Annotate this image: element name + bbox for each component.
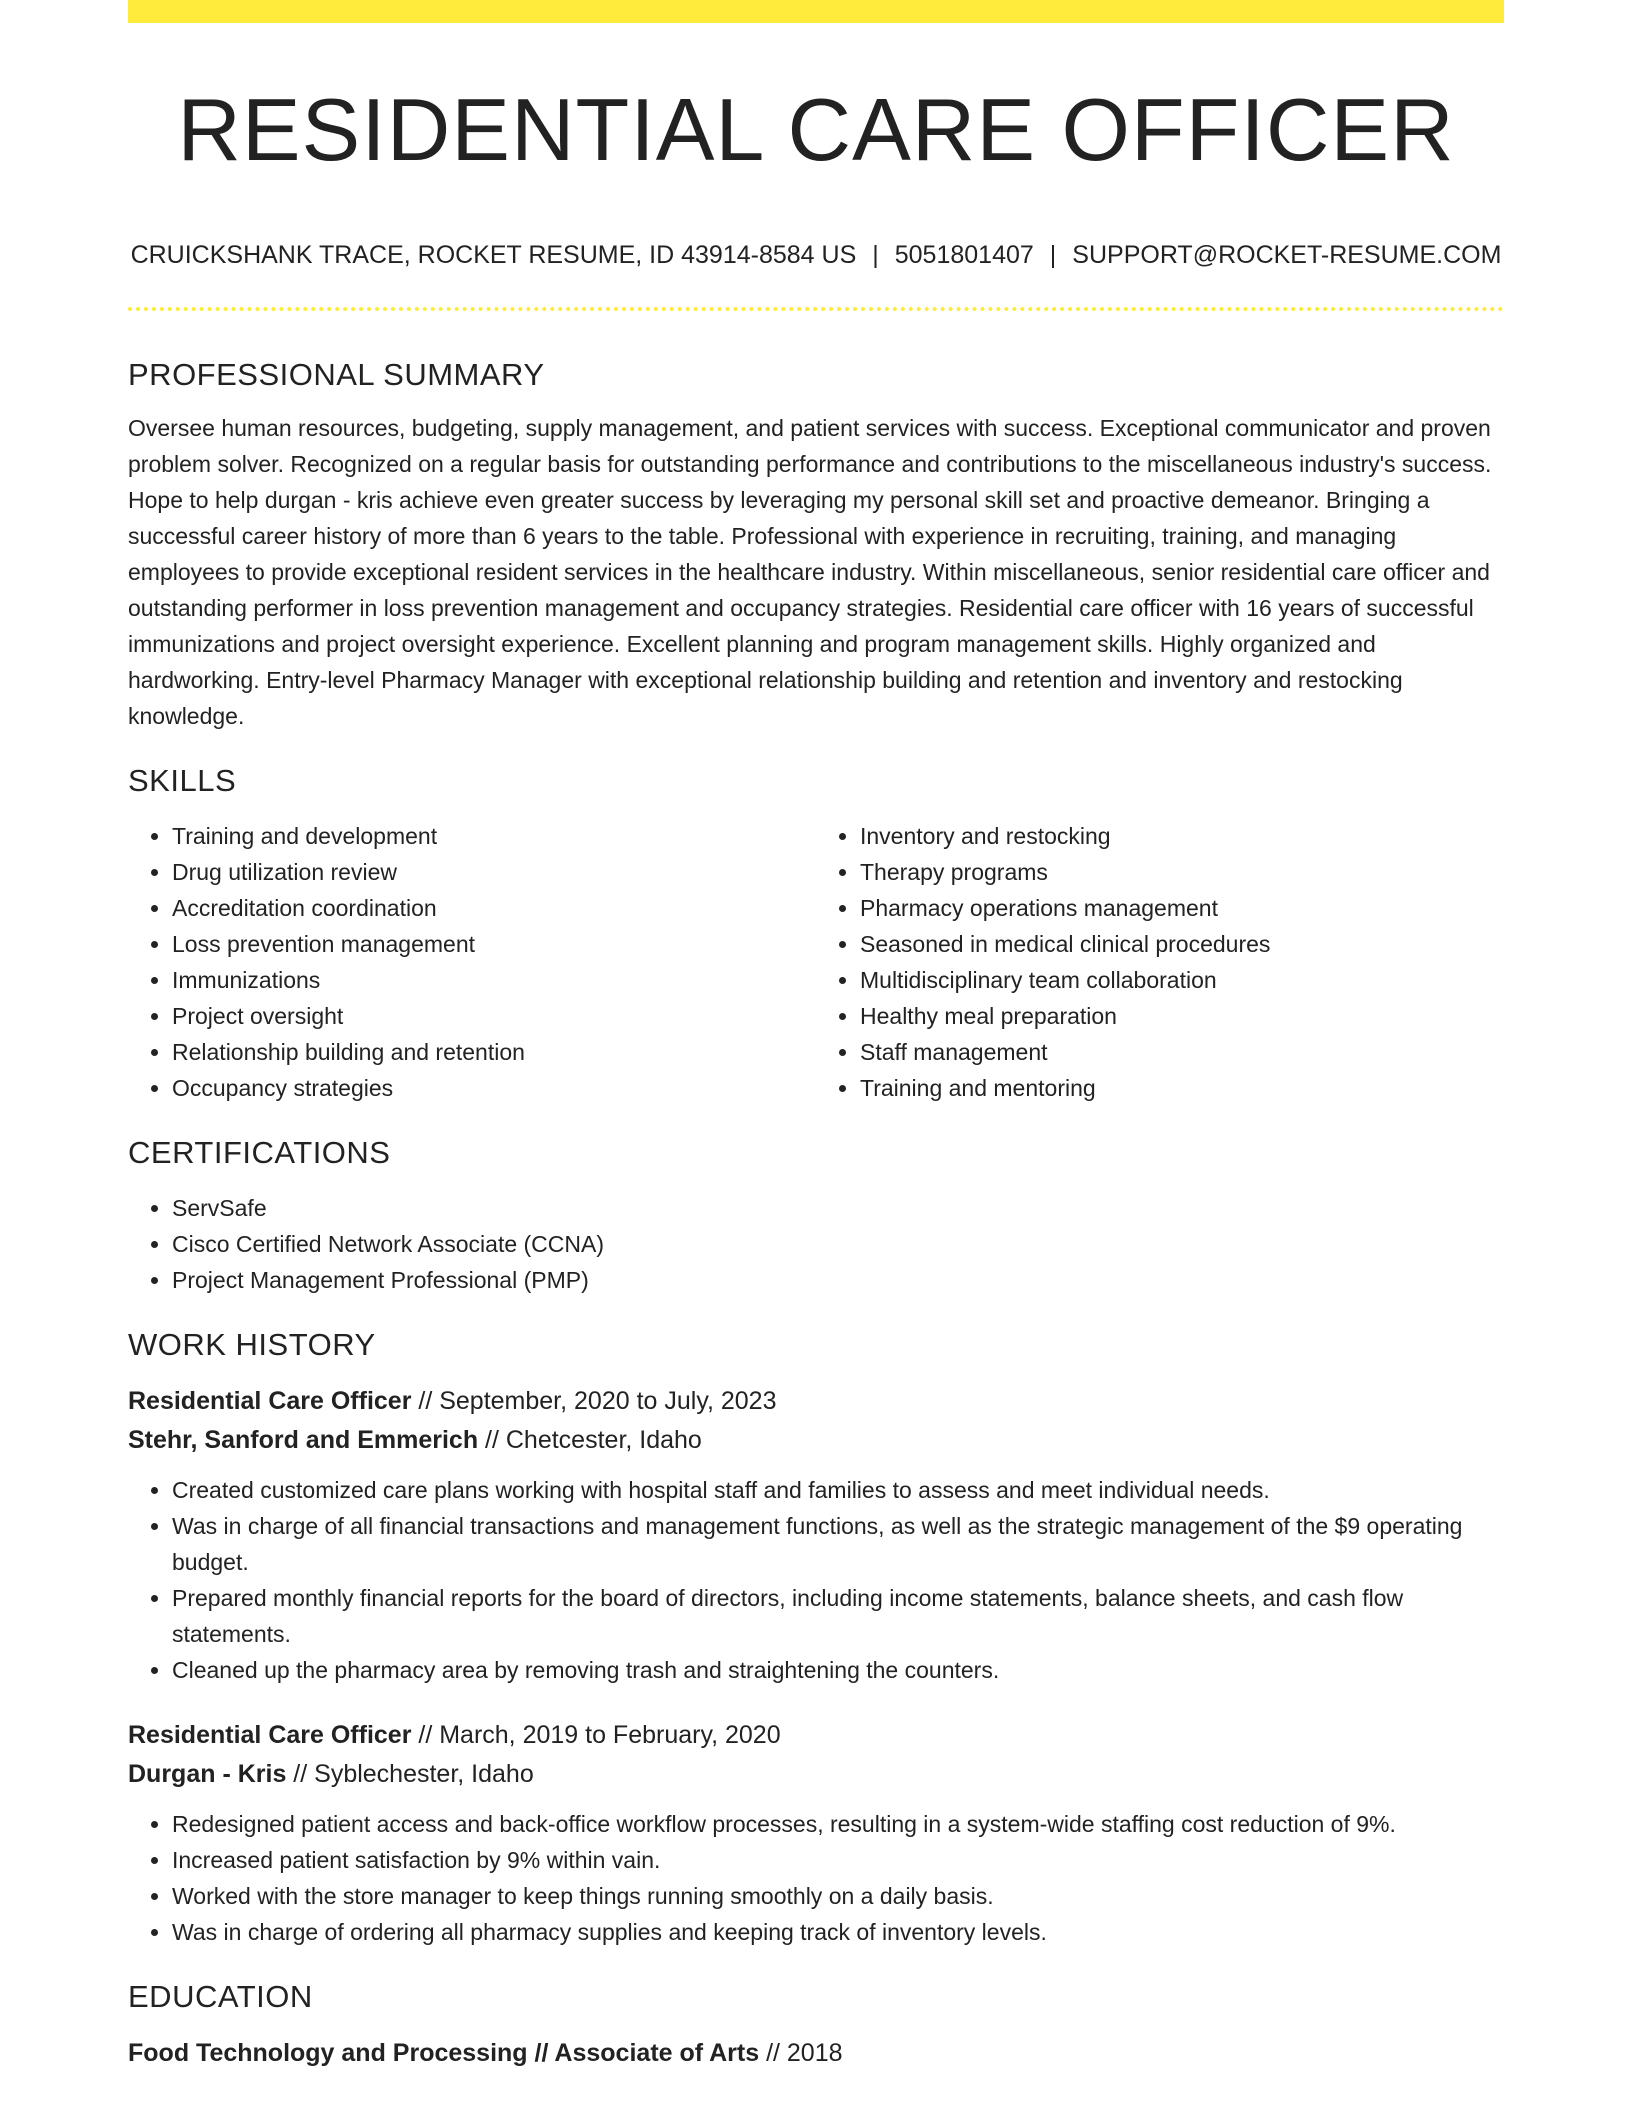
skill-item: • Training and mentoring <box>860 1070 1504 1106</box>
skill-item: • Project oversight <box>172 998 816 1034</box>
job-bullet: • Was in charge of all financial transactions and management functions, as well as the strategic management of the $9 operating budget. <box>172 1508 1504 1580</box>
accent-top-bar <box>128 0 1504 23</box>
skill-item: • Accreditation coordination <box>172 890 816 926</box>
job-bullets <box>128 1472 1504 1688</box>
skill-item: • Occupancy strategies <box>172 1070 816 1106</box>
resume-name-title: RESIDENTIAL CARE OFFICER <box>177 80 1455 179</box>
certification-item: • ServSafe <box>172 1190 1504 1226</box>
dotted-divider <box>128 307 1504 311</box>
certifications-heading: CERTIFICATIONS <box>128 1135 391 1170</box>
resume-content <box>128 352 1504 2073</box>
education-heading: EDUCATION <box>128 1979 313 2014</box>
job-dates: // March, 2019 to February, 2020 <box>411 1721 781 1749</box>
job-role: Residential Care Officer <box>128 1721 412 1749</box>
skill-item: • Immunizations <box>172 962 816 998</box>
job-role-line <box>128 1716 1504 1755</box>
contact-email: SUPPORT@ROCKET-RESUME.COM <box>1072 241 1502 269</box>
skill-item: • Drug utilization review <box>172 854 816 890</box>
skill-item: • Relationship building and retention <box>172 1034 816 1070</box>
work-history-heading: WORK HISTORY <box>128 1327 376 1362</box>
contact-phone: 5051801407 <box>894 241 1034 269</box>
job-company-line <box>128 1755 1504 1794</box>
skills-columns <box>128 818 1504 1106</box>
certification-item: • Project Management Professional (PMP) <box>172 1262 1504 1298</box>
job-company: Durgan - Kris <box>128 1760 287 1788</box>
skill-item: • Multidisciplinary team collaboration <box>860 962 1504 998</box>
job-bullet: • Prepared monthly financial reports for the board of directors, including income statements, balance sheets, and cash flow statements. <box>172 1580 1504 1652</box>
job-entry <box>128 1382 1504 1688</box>
skill-item: • Therapy programs <box>860 854 1504 890</box>
skills-section <box>128 758 1504 1106</box>
job-header <box>128 1716 1504 1794</box>
summary-heading: PROFESSIONAL SUMMARY <box>128 357 545 392</box>
skill-item: • Inventory and restocking <box>860 818 1504 854</box>
job-location: // Chetcester, Idaho <box>478 1426 702 1454</box>
job-bullet: • Created customized care plans working with hospital staff and families to assess and meet individual needs. <box>172 1472 1504 1508</box>
skill-item: • Seasoned in medical clinical procedures <box>860 926 1504 962</box>
contact-line <box>128 238 1504 272</box>
contact-separator: | <box>1049 241 1057 269</box>
skill-item: • Pharmacy operations management <box>860 890 1504 926</box>
skills-right-list <box>816 818 1504 1106</box>
job-bullet: • Was in charge of ordering all pharmacy supplies and keeping track of inventory levels. <box>172 1914 1504 1950</box>
job-bullets <box>128 1806 1504 1950</box>
job-header <box>128 1382 1504 1460</box>
education-section <box>128 1974 1504 2073</box>
certifications-section <box>128 1130 1504 1298</box>
certification-item: • Cisco Certified Network Associate (CCNA) <box>172 1226 1504 1262</box>
work-history-section <box>128 1322 1504 1950</box>
job-company-line <box>128 1421 1504 1460</box>
skills-left-list <box>128 818 816 1106</box>
job-location: // Syblechester, Idaho <box>286 1760 534 1788</box>
job-bullet: • Increased patient satisfaction by 9% within vain. <box>172 1842 1504 1878</box>
job-role: Residential Care Officer <box>128 1387 412 1415</box>
job-dates: // September, 2020 to July, 2023 <box>411 1387 777 1415</box>
job-company: Stehr, Sanford and Emmerich <box>128 1426 479 1454</box>
certifications-list <box>128 1190 1504 1298</box>
job-bullet: • Worked with the store manager to keep things running smoothly on a daily basis. <box>172 1878 1504 1914</box>
education-year: // 2018 <box>759 2039 843 2067</box>
education-degree: Food Technology and Processing // Associate of Arts <box>128 2039 760 2067</box>
skill-item: • Staff management <box>860 1034 1504 1070</box>
education-entry <box>128 2034 1504 2073</box>
contact-separator: | <box>872 241 879 269</box>
job-bullet: • Redesigned patient access and back-office workflow processes, resulting in a system-wide staffing cost reduction of 9%. <box>172 1806 1504 1842</box>
contact-address: CRUICKSHANK TRACE, ROCKET RESUME, ID 43914-8584 US <box>130 241 857 269</box>
skills-heading: SKILLS <box>128 763 237 798</box>
skill-item: • Training and development <box>172 818 816 854</box>
job-entry <box>128 1716 1504 1950</box>
summary-text: Oversee human resources, budgeting, supply management, and patient services with success. Exceptional communicator and proven problem solver. Recognized on a regular basis for outstanding performance and contributions to the miscellaneous industry's success. Hope to help durgan - kris achieve even greater success by leveraging my personal skill set and proactive demeanor. Bringing a successful career history of more than 6 years to the table. Professional with experience in recruiting, training, and managing employees to provide exceptional resident services in the healthcare industry. Within miscellaneous, senior residential care officer and outstanding performer in loss prevention management and occupancy strategies. Residential care officer with 16 years of successful immunizations and project oversight experience. Excellent planning and program management skills. Highly organized and hardworking. Entry-level Pharmacy Manager with exceptional relationship building and retention and inventory and restocking knowledge. <box>128 415 1492 729</box>
job-role-line <box>128 1382 1504 1421</box>
skill-item: • Healthy meal preparation <box>860 998 1504 1034</box>
job-bullet: • Cleaned up the pharmacy area by removing trash and straightening the counters. <box>172 1652 1504 1688</box>
skill-item: • Loss prevention management <box>172 926 816 962</box>
